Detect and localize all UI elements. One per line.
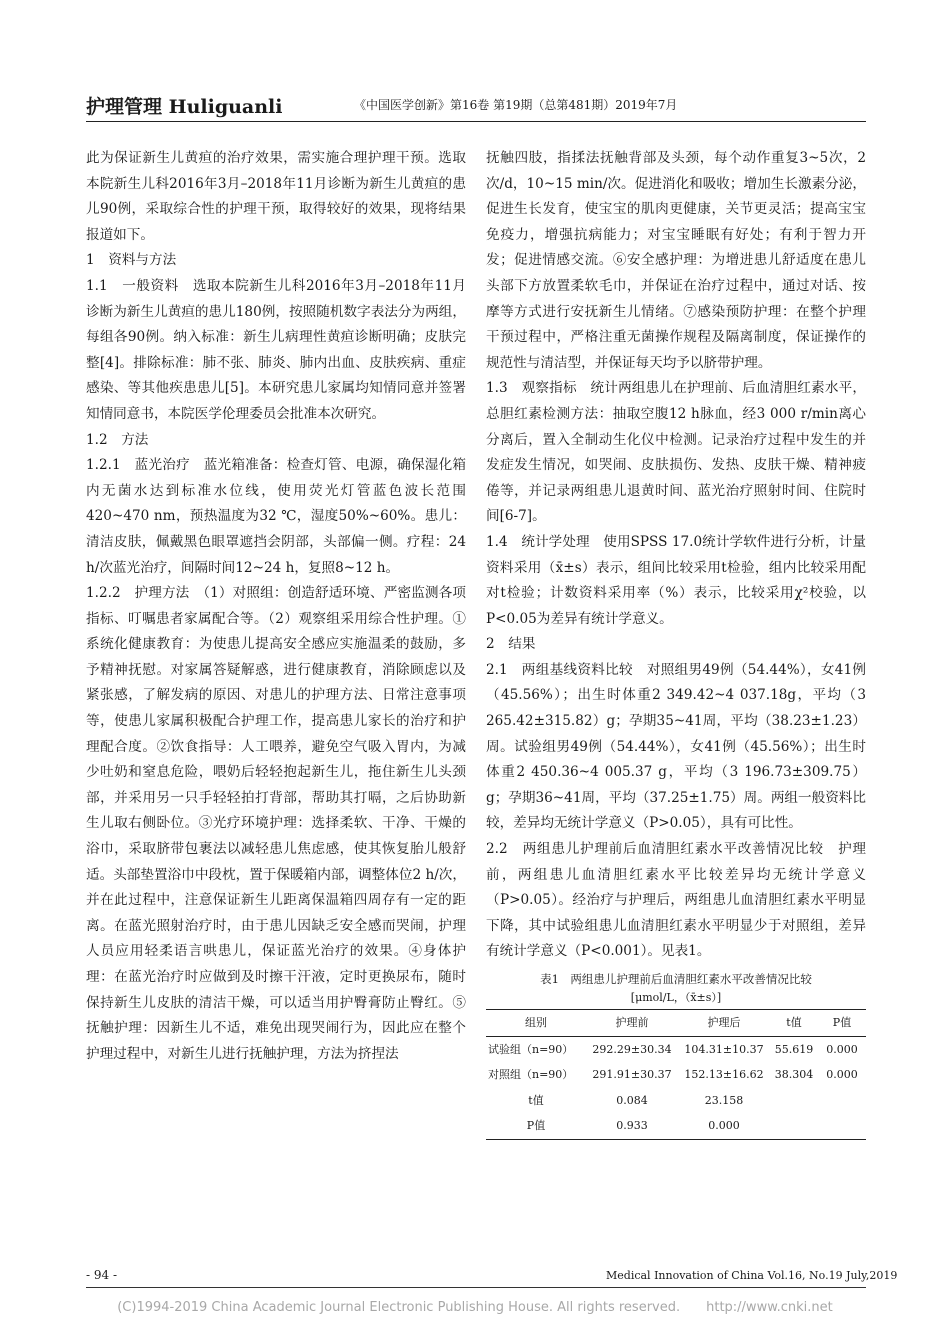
- table-cell: 23.158: [704, 1093, 744, 1107]
- table-cell: [770, 1113, 818, 1139]
- table-caption: 表1 两组患儿护理前后血清胆红素水平改善情况比较: [540, 972, 812, 986]
- journal-footer: Medical Innovation of China Vol.16, No.19 July,2019: [606, 1269, 898, 1282]
- section-paragraph: 1.2 方法: [86, 431, 149, 448]
- table-cell: 对照组（n=90）: [488, 1068, 574, 1082]
- table-cell: P值: [486, 1113, 586, 1139]
- header-group: 组别: [486, 1010, 586, 1037]
- table-cell: 0.000: [826, 1068, 858, 1082]
- header-p: P值: [818, 1010, 866, 1037]
- right-column: [486, 146, 866, 1140]
- table-cell: 0.084: [616, 1093, 648, 1107]
- table-cell: [818, 1113, 866, 1139]
- footer-rule: [86, 1287, 866, 1288]
- table-cell: t值: [528, 1093, 544, 1107]
- table-cell: 0.000: [678, 1113, 770, 1139]
- table-cell: 104.31±10.37: [684, 1042, 764, 1056]
- table-cell: 试验组（n=90）: [488, 1042, 574, 1056]
- right-column-text: [486, 146, 866, 965]
- header-rule: [86, 121, 866, 122]
- table-cell: 0.000: [826, 1042, 858, 1056]
- table-cell: 291.91±30.37: [592, 1068, 672, 1082]
- table-cell: [770, 1088, 818, 1114]
- table-row: [486, 1062, 866, 1088]
- running-header: [86, 92, 866, 122]
- header-t: t值: [770, 1010, 818, 1037]
- table-cell: [818, 1088, 866, 1114]
- section-paragraph: 2 结果: [486, 636, 536, 653]
- section-paragraph: 1.2.2 护理方法 （1）对照组：创造舒适环境、严密监测各项指标、叮嘱患者家属配合等。（2）观察组采用综合性护理。①系统化健康教育：为使患儿提高安全感应实施温柔的鼓励，多予精神抚慰。对家属答疑解惑，进行健康教育，消除顾虑以及紧张感，了解发病的原因、对患儿的护理方法、日常注意事项等，使患儿家属积极配合护理工作，提高患儿家长的治疗和护理配合度。②饮食指导：人工喂养，避免空气吸入胃内，为减少吐奶和窒息危险，喂奶后轻轻抱起新生儿，拖住新生儿头颈部，并采用另一只手轻轻拍打背部，帮助其打嗝，之后协助新生儿取右侧卧位。③光疗环境护理：选择柔软、干净、干燥的浴巾，采取脐带包裹法以减轻患儿焦虑感，使其恢复胎儿般舒适。头部垫置浴巾中段枕，置于保暖箱内部，调整体位2 h/次，并在此过程中，注意保证新生儿距离保温箱四周存有一定的距离。在蓝光照射治疗时，由于患儿因缺乏安全感而哭闹，护理人员应用轻柔语言哄患儿，保证蓝光治疗的效果。④身体护理：在蓝光治疗时应做到及时擦干汗液，定时更换尿布，随时保持新生儿皮肤的清洁干燥，可以适当用护臀膏防止臀红。⑤抚触护理：因新生儿不适，难免出现哭闹行为，因此应在整个护理过程中，对新生儿进行抚触护理，方法为挤捏法: [86, 585, 466, 1062]
- table-cell: 55.619: [774, 1042, 814, 1056]
- header-before: 护理前: [586, 1010, 678, 1037]
- section-paragraph: 2.2 两组患儿护理前后血清胆红素水平改善情况比较 护理前，两组患儿血清胆红素水平比较差异均无统计学意义（P>0.05）。经治疗与护理后，两组患儿血清胆红素水平明显下降，其中试验组患儿血清胆红素水平明显少于对照组，差异有统计学意义（P<0.001）。见表1。: [486, 841, 866, 960]
- journal-citation: 《中国医学创新》第16卷 第19期（总第481期）2019年7月: [354, 98, 678, 112]
- section-paragraph: 1 资料与方法: [86, 252, 177, 269]
- page-number: - 94 -: [86, 1268, 118, 1282]
- section-paragraph: 1.1 一般资料 选取本院新生儿科2016年3月–2018年11月诊断为新生儿黄疸的患儿180例，按照随机数字表法分为两组，每组各90例。纳入标准：新生儿病理性黄疸诊断明确；皮肤完整[4]。排除标准：肺不张、肺炎、肺内出血、皮肤疾病、重症感染、等其他疾患患儿[5]。本研究患儿家属均知情同意并签署知情同意书，本院医学伦理委员会批准本次研究。: [86, 277, 466, 422]
- table-1: [486, 1009, 866, 1140]
- header-after: 护理后: [678, 1010, 770, 1037]
- copyright-watermark: (C)1994-2019 China Academic Journal Electronic Publishing House. All rights reserved. http://www.cnki.net: [117, 1300, 833, 1315]
- section-paragraph: 1.4 统计学处理 使用SPSS 17.0统计学软件进行分析，计量资料采用（x̄±s）表示，组间比较采用t检验，组内比较采用配对t检验；计数资料采用率（%）表示，比较采用χ²校验，以P<0.05为差异有统计学意义。: [486, 533, 866, 627]
- section-paragraph: 1.2.1 蓝光治疗 蓝光箱准备：检查灯管、电源，确保湿化箱内无菌水达到标准水位线，使用荧光灯管蓝色波长范围420~470 nm，预热温度为32 ℃，湿度50%~60%。患儿：清洁皮肤，佩戴黑色眼罩遮挡会阴部，头部偏一侧。疗程：24 h/次蓝光治疗，间隔时间12~24 h，复照8~12 h。: [86, 457, 466, 576]
- section-paragraph: 2.1 两组基线资料比较 对照组男49例（54.44%），女41例（45.56%）；出生时体重2 349.42~4 037.18g，平均（3 265.42±315.82）g；孕期35~41周，平均（38.23±1.23）周。试验组男49例（54.44%），女41例（45.56%）；出生时体重2 450.36~4 005.37 g，平均（3 196.73±309.75）g；孕期36~41周，平均（37.25±1.75）周。两组一般资料比较，差异均无统计学意义（P>0.05），具有可比性。: [486, 661, 866, 832]
- table-unit: [μmol/L，（x̄±s）]: [630, 991, 722, 1004]
- table-cell: 292.29±30.34: [592, 1042, 672, 1056]
- table-cell: 0.933: [586, 1113, 678, 1139]
- left-column: [86, 146, 466, 1067]
- table-cell: 152.13±16.62: [684, 1068, 764, 1082]
- continued-paragraph: 此为保证新生儿黄疸的治疗效果，需实施合理护理干预。选取本院新生儿科2016年3月–2018年11月诊断为新生儿黄疸的患儿90例，采取综合性的护理干预，取得较好的效果，现将结果报道如下。: [86, 150, 466, 243]
- table-row: [486, 1088, 866, 1114]
- table-header-row: [486, 1010, 866, 1037]
- table-cell: 38.304: [774, 1068, 814, 1082]
- continued-paragraph: 抚触四肢，指揉法抚触背部及头颈，每个动作重复3~5次，2次/d，10~15 min/次。促进消化和吸收；增加生长激素分泌，促进生长发育，使宝宝的肌肉更健康，关节更灵活；提高宝宝免疫力，增强抗病能力；对宝宝睡眠有好处；有利于智力开发；促进情感交流。⑥安全感护理：为增进患儿舒适度在患儿头部下方放置柔软毛巾，并保证在治疗过程中，通过对话、按摩等方式进行安抚新生儿情绪。⑦感染预防护理：在整个护理干预过程中，严格注重无菌操作规程及隔离制度，保证操作的规范性与清洁型，并保证每天均予以脐带护理。: [486, 150, 866, 371]
- table-row: [486, 1113, 866, 1139]
- table-row: [486, 1036, 866, 1062]
- section-title: 护理管理 Huliguanli: [86, 96, 283, 118]
- section-paragraph: 1.3 观察指标 统计两组患儿在护理前、后血清胆红素水平，总胆红素检测方法：抽取空腹12 h脉血，经3 000 r/min离心分离后，置入全制动生化仪中检测。记录治疗过程中发生的并发症发生情况，如哭闹、皮肤损伤、发热、皮肤干燥、精神疲倦等，并记录两组患儿退黄时间、蓝光治疗照射时间、住院时间[6-7]。: [486, 380, 866, 525]
